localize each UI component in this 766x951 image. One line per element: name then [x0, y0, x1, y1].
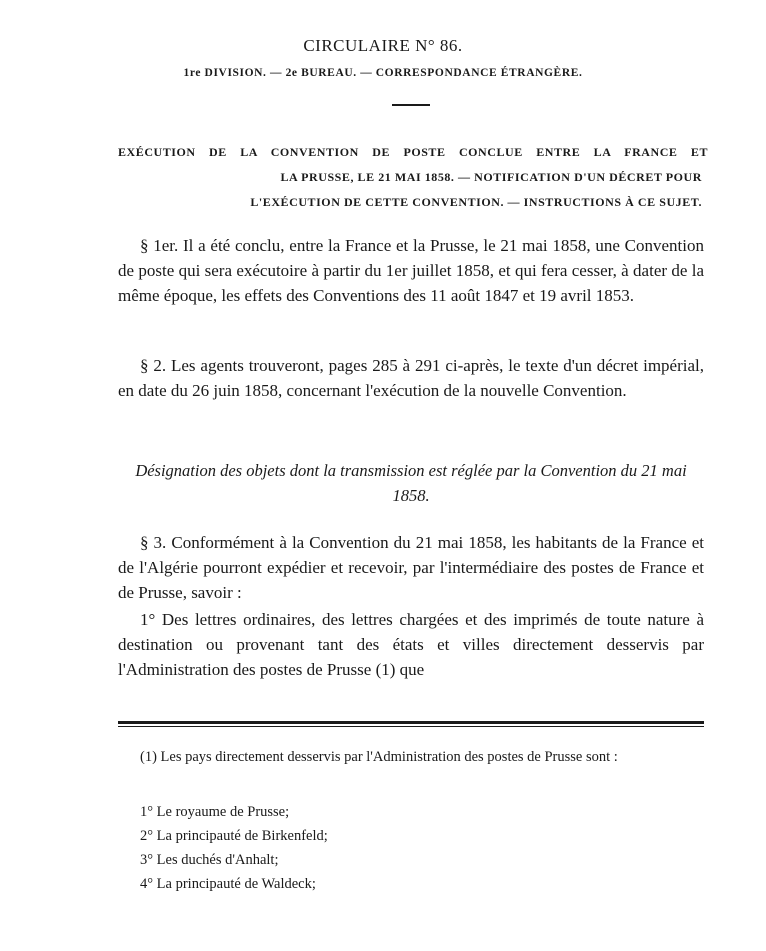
footnote-rule-thin [118, 726, 704, 727]
footnote-item: 3° Les duchés d'Anhalt; [140, 852, 279, 868]
footnote-item: 2° La principauté de Birkenfeld; [140, 828, 328, 844]
paragraph-item-1: 1° Des lettres ordinaires, des lettres chargées et des imprimés de toute nature à destination ou provenant tant des états et villes directement desservis par l'Administration des postes de Prusse (1) que [118, 610, 704, 679]
division-subtitle: 1re DIVISION. — 2e BUREAU. — CORRESPONDANCE ÉTRANGÈRE. [183, 67, 583, 79]
subject-heading-line-2: LA PRUSSE, LE 21 MAI 1858. — NOTIFICATION D'UN DÉCRET POUR [280, 170, 702, 184]
footnote-item: 4° La principauté de Waldeck; [140, 876, 316, 892]
paragraph-section-1: § 1er. Il a été conclu, entre la France et la Prusse, le 21 mai 1858, une Convention de poste qui sera exécutoire à partir du 1er juillet 1858, et qui fera cesser, à dater de la même époque, les effets des Conventions des 11 août 1847 et 19 avril 1853. [118, 236, 704, 305]
footnote-item: 1° Le royaume de Prusse; [140, 804, 290, 820]
subject-heading-line-3: L'EXÉCUTION DE CETTE CONVENTION. — INSTRUCTIONS À CE SUJET. [250, 195, 702, 209]
footnote-rule [118, 721, 704, 724]
paragraph-section-2: § 2. Les agents trouveront, pages 285 à 291 ci-après, le texte d'un décret impérial, en date du 26 juin 1858, concernant l'exécution de la nouvelle Convention. [118, 356, 704, 400]
title-separator [392, 104, 430, 106]
subject-heading-line-1: EXÉCUTION DE LA CONVENTION DE POSTE CONCLUE ENTRE LA FRANCE ET [118, 145, 708, 159]
circular-title: CIRCULAIRE N° 86. [303, 36, 463, 55]
section-heading: Désignation des objets dont la transmission est réglée par la Convention du 21 mai 1858. [135, 461, 687, 505]
paragraph-section-3: § 3. Conformément à la Convention du 21 mai 1858, les habitants de la France et de l'Algérie pourront expédier et recevoir, par l'intermédiaire des postes de France et de Prusse, savoir : [118, 533, 704, 602]
footnote-intro: (1) Les pays directement desservis par l'Administration des postes de Prusse sont : [140, 749, 618, 765]
footnote-list [140, 800, 328, 896]
subject-heading [118, 140, 708, 215]
